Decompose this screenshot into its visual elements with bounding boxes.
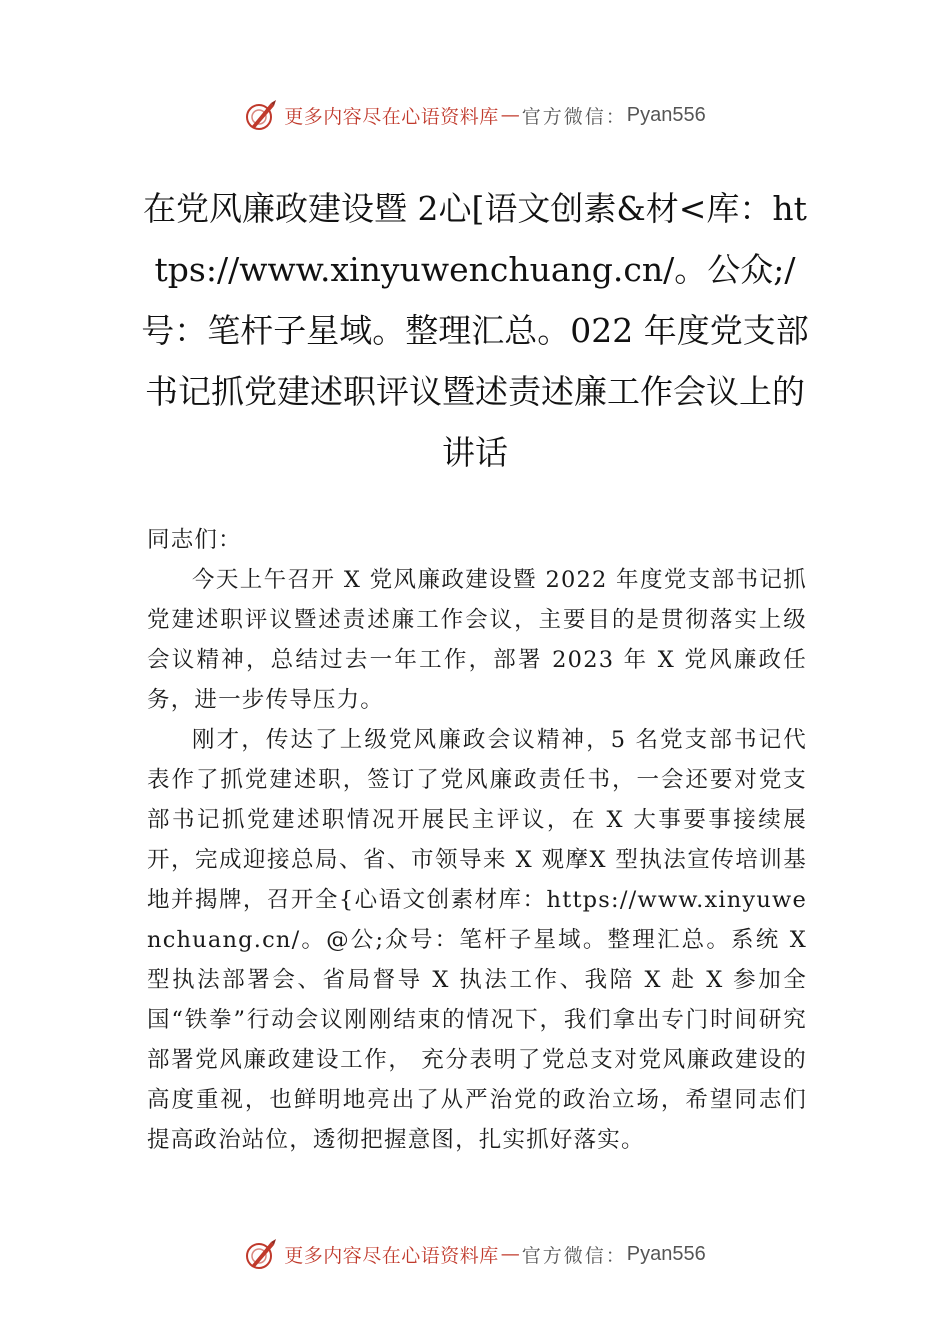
wechat-label: 官方微信：	[521, 1244, 627, 1267]
wechat-label: 官方微信：	[521, 105, 627, 128]
quill-pen-logo-icon	[244, 1237, 278, 1271]
promo-dash: —	[500, 104, 520, 126]
wechat-id: Pyan556	[626, 1242, 706, 1265]
footer-watermark-banner	[0, 1234, 950, 1274]
wechat-id: Pyan556	[626, 103, 706, 126]
header-watermark-banner	[0, 95, 950, 135]
body-paragraph-1: 今天上午召开 X 党风廉政建设暨 2022 年度党支部书记抓党建述职评议暨述责述廉工作会议，主要目的是贯彻落实上级会议精神，总结过去一年工作，部署 2023 年 X 党风廉政任务，进一步传导压力。	[147, 567, 807, 713]
promo-dash: —	[500, 1243, 520, 1265]
document-body	[147, 520, 807, 1160]
promo-text: 更多内容尽在心语资料库	[284, 105, 499, 128]
document-title: 在党风廉政建设暨 2心[语文创素&材<库：https://www.xinyuwenchuang.cn/。公众;/号：笔杆子星域。整理汇总。022 年度党支部书记抓党建述职评议暨述责述廉工作会议上的讲话	[141, 189, 809, 472]
promo-text: 更多内容尽在心语资料库	[284, 1244, 499, 1267]
salutation: 同志们：	[147, 527, 242, 553]
body-paragraph-2: 刚才，传达了上级党风廉政会议精神，5 名党支部书记代表作了抓党建述职，签订了党风廉政责任书，一会还要对党支部书记抓党建述职情况开展民主评议，在 X 大事要事接续展开，完成迎接总局、省、市领导来 X 观摩X 型执法宣传培训基地并揭牌，召开全{心语文创素材库：https://www.xinyuwenchuang.cn/。@公;众号：笔杆子星域。整理汇总。系统 X 型执法部署会、省局督导 X 执法工作、我陪 X 赴 X 参加全国“铁拳”行动会议刚刚结束的情况下，我们拿出专门时间研究部署党风廉政建设工作， 充分表明了党总支对党风廉政建设的高度重视，也鲜明地亮出了从严治党的政治立场，希望同志们提高政治站位，透彻把握意图，扎实抓好落实。	[147, 727, 807, 1153]
quill-pen-logo-icon	[244, 98, 278, 132]
